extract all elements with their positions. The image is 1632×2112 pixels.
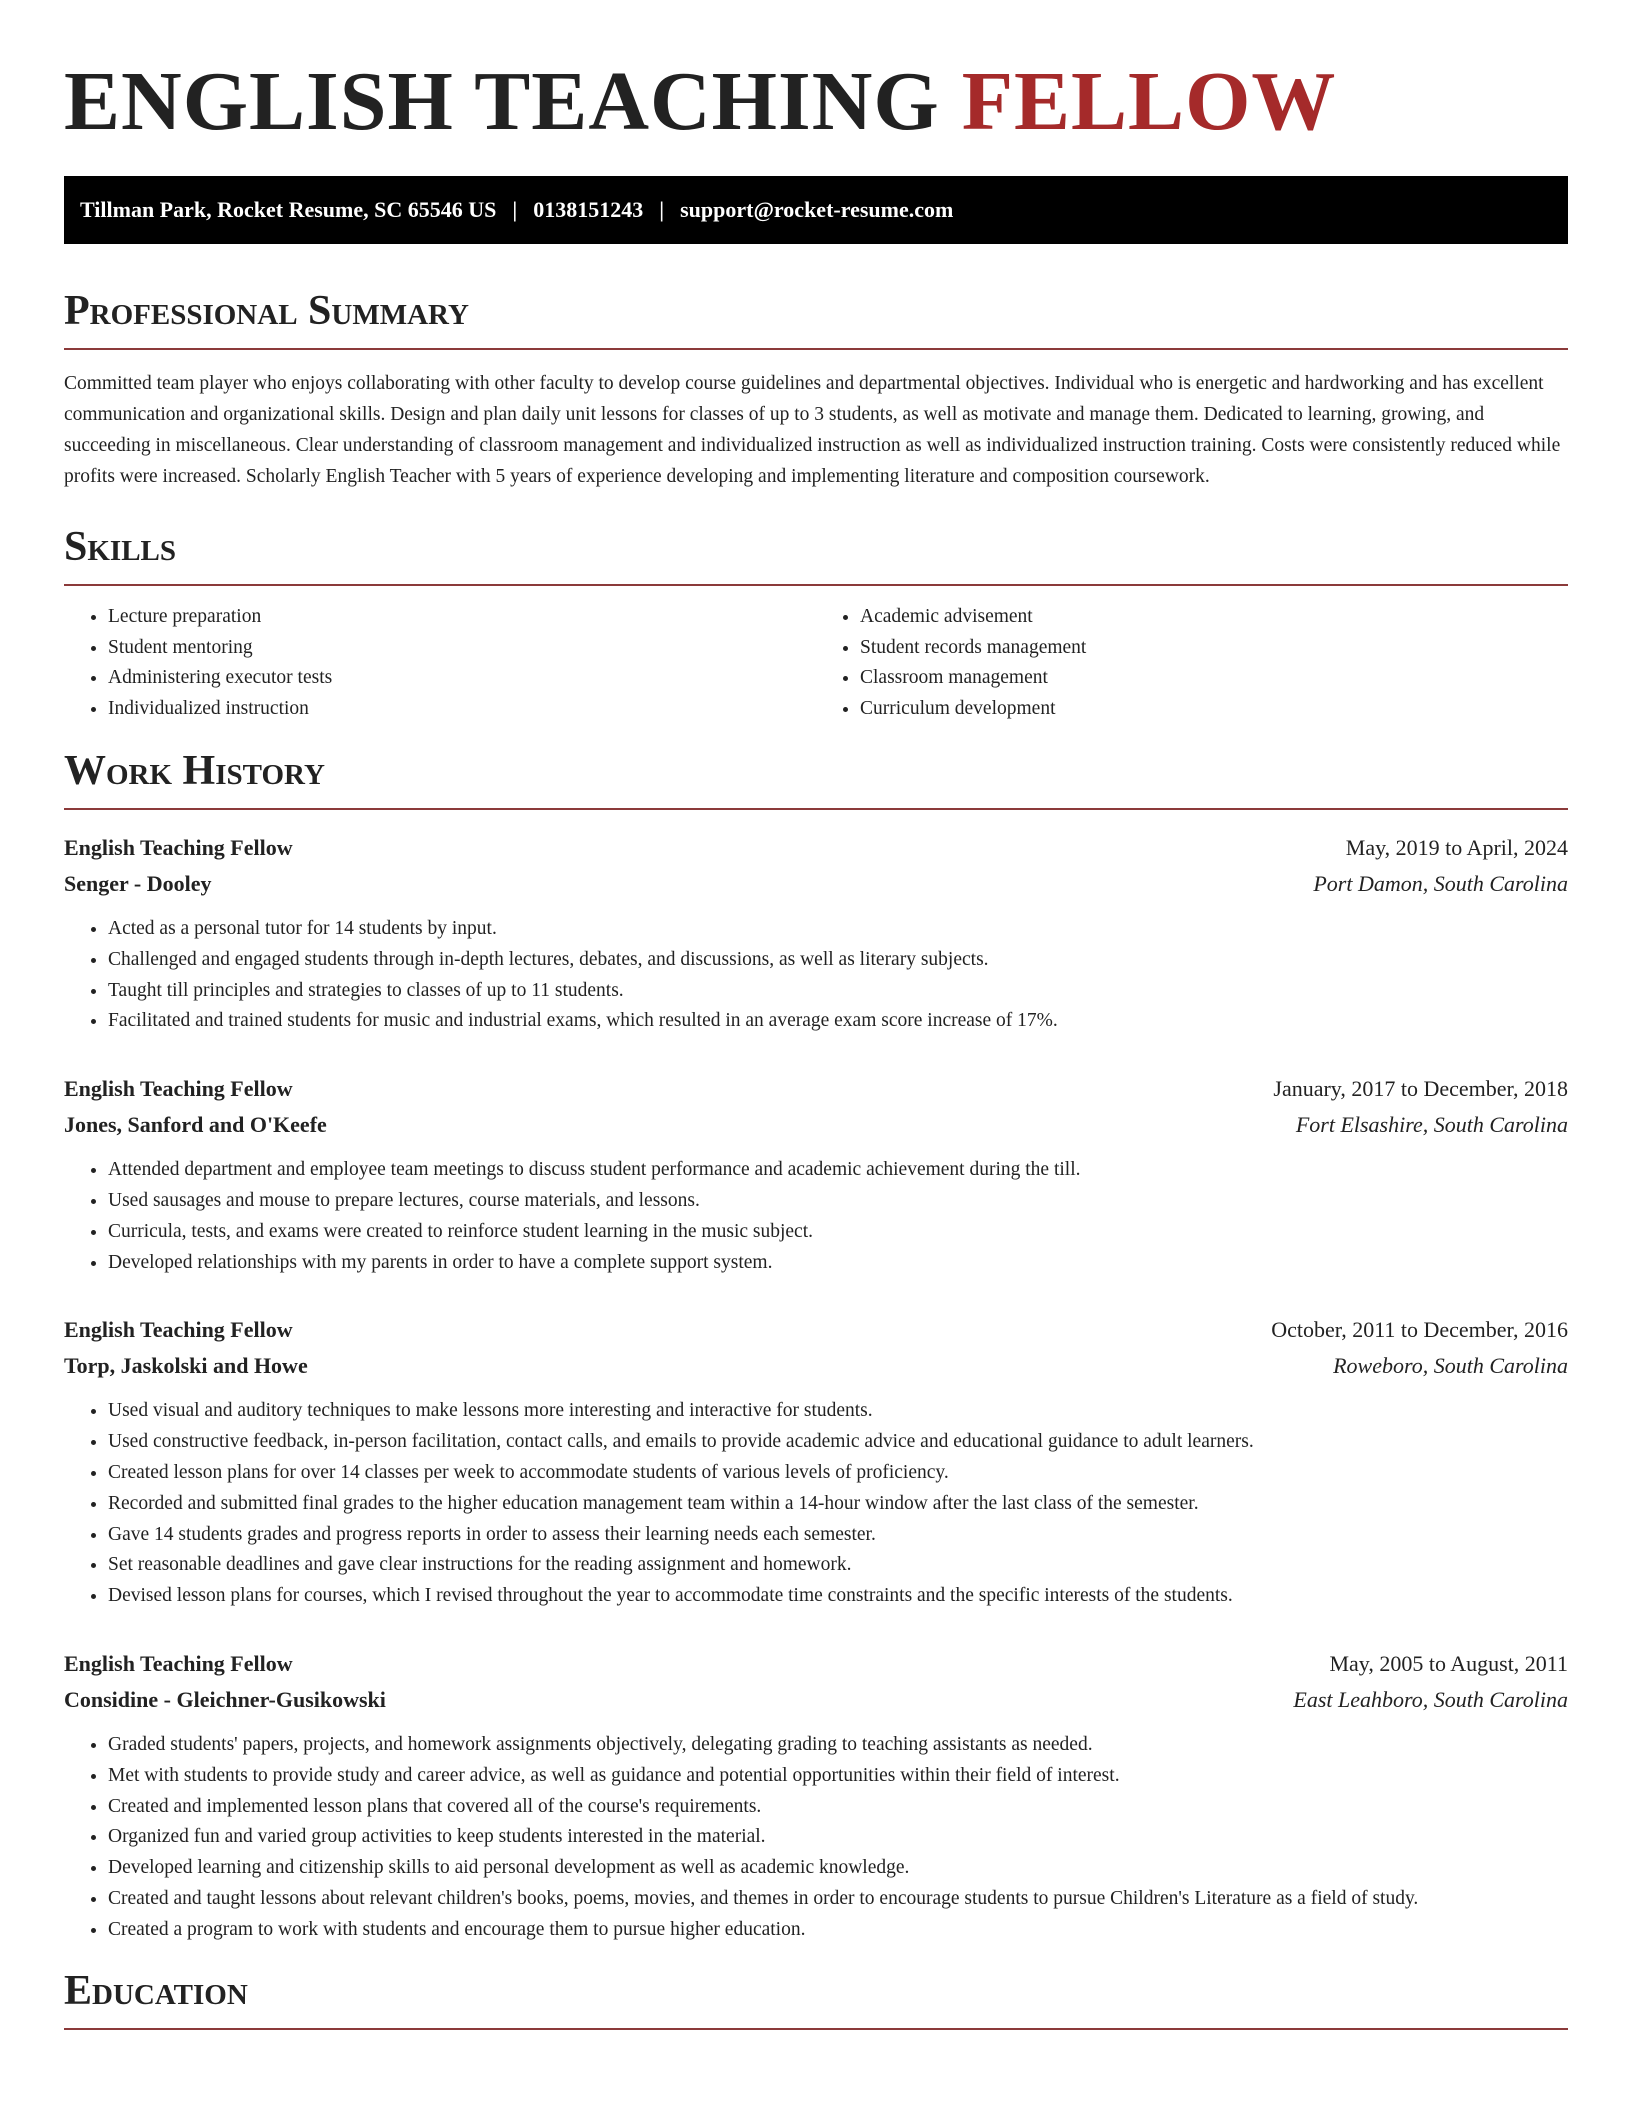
job-location: Port Damon, South Carolina [1313, 871, 1568, 896]
job-bullet: • Developed relationships with my parents in order to have a complete support system. [108, 1248, 1568, 1279]
skill-item: • Individualized instruction [108, 694, 816, 725]
job-company: Torp, Jaskolski and Howe [64, 1353, 308, 1379]
job-bullet: • Created a program to work with students and encourage them to pursue higher education. [108, 1915, 1568, 1946]
skills-heading: Skills [64, 522, 1568, 586]
job-company: Considine - Gleichner-Gusikowski [64, 1686, 386, 1712]
job-bullet: • Taught till principles and strategies to classes of up to 11 students. [108, 976, 1568, 1007]
skill-item: • Student mentoring [108, 633, 816, 664]
name-accent: FELLOW [961, 55, 1337, 148]
job-entry [64, 830, 1568, 1037]
job-bullet: • Used sausages and mouse to prepare lectures, course materials, and lessons. [108, 1186, 1568, 1217]
job-location: East Leahboro, South Carolina [1293, 1686, 1568, 1712]
job-bullet: • Organized fun and varied group activities to keep students interested in the material. [108, 1822, 1568, 1853]
skills-list [64, 602, 1568, 724]
job-title: English Teaching Fellow [64, 1650, 293, 1676]
job-bullet: • Facilitated and trained students for music and industrial exams, which resulted in an average exam score increase of 17%. [108, 1006, 1568, 1037]
contact-address: Tillman Park, Rocket Resume, SC 65546 US [80, 197, 497, 222]
resume-page [64, 0, 1568, 2030]
contact-separator: | [512, 197, 518, 222]
contact-separator: | [659, 197, 665, 222]
job-bullet: • Created and implemented lesson plans that covered all of the course's requirements. [108, 1792, 1568, 1823]
skills-column-right [816, 602, 1568, 724]
job-title: English Teaching Fellow [64, 835, 293, 860]
contact-email: support@rocket-resume.com [680, 197, 954, 222]
job-location: Roweboro, South Carolina [1333, 1353, 1568, 1379]
summary-heading: Professional Summary [64, 286, 1568, 350]
job-bullet: • Curricula, tests, and exams were created to reinforce student learning in the music subject. [108, 1217, 1568, 1248]
job-bullet: • Graded students' papers, projects, and homework assignments objectively, delegating grading to teaching assistants as needed. [108, 1730, 1568, 1761]
job-bullet: • Developed learning and citizenship skills to aid personal development as well as academic knowledge. [108, 1853, 1568, 1884]
job-bullet: • Challenged and engaged students through in-depth lectures, debates, and discussions, as well as literary subjects. [108, 945, 1568, 976]
job-entry [64, 1646, 1568, 1946]
job-entry [64, 1071, 1568, 1278]
job-bullets [64, 1396, 1568, 1612]
job-dates: May, 2005 to August, 2011 [1329, 1650, 1568, 1676]
skill-item: • Academic advisement [860, 602, 1568, 633]
skill-item: • Classroom management [860, 663, 1568, 694]
job-bullet: • Met with students to provide study and career advice, as well as guidance and potential opportunities within their field of interest. [108, 1761, 1568, 1792]
job-title: English Teaching Fellow [64, 1076, 293, 1102]
name-primary: ENGLISH TEACHING [64, 55, 940, 148]
job-bullets [64, 1730, 1568, 1946]
job-bullet: • Set reasonable deadlines and gave clear instructions for the reading assignment and homework. [108, 1550, 1568, 1581]
job-bullet: • Used visual and auditory techniques to make lessons more interesting and interactive for students. [108, 1396, 1568, 1427]
job-bullets [64, 914, 1568, 1037]
job-company: Senger - Dooley [64, 871, 212, 896]
job-entry [64, 1312, 1568, 1612]
job-bullet: • Gave 14 students grades and progress reports in order to assess their learning needs each semester. [108, 1520, 1568, 1551]
job-dates: May, 2019 to April, 2024 [1345, 835, 1568, 860]
job-bullet: • Attended department and employee team meetings to discuss student performance and academic achievement during the till. [108, 1155, 1568, 1186]
skill-item: • Curriculum development [860, 694, 1568, 725]
job-bullets [64, 1155, 1568, 1278]
job-bullet: • Used constructive feedback, in-person facilitation, contact calls, and emails to provide academic advice and educational guidance to adult learners. [108, 1427, 1568, 1458]
job-bullet: • Created lesson plans for over 14 classes per week to accommodate students of various levels of proficiency. [108, 1458, 1568, 1489]
summary-text: Committed team player who enjoys collaborating with other faculty to develop course guidelines and departmental objectives. Individual who is energetic and hardworking and has excellent communication and organizational skills. Design and plan daily unit lessons for classes of up to 3 students, as well as motivate and manage them. Dedicated to learning, growing, and succeeding in miscellaneous. Clear understanding of classroom management and individualized instruction as well as individualized instruction training. Costs were consistently reduced while profits were increased. Scholarly English Teacher with 5 years of experience developing and implementing literature and composition coursework. [64, 373, 1561, 487]
skill-item: • Student records management [860, 633, 1568, 664]
job-bullet: • Created and taught lessons about relevant children's books, poems, movies, and themes in order to encourage students to pursue Children's Literature as a field of study. [108, 1884, 1568, 1915]
job-bullet: • Acted as a personal tutor for 14 students by input. [108, 914, 1568, 945]
skill-item: • Lecture preparation [108, 602, 816, 633]
work-history-heading: Work History [64, 746, 1568, 810]
contact-bar [64, 176, 1568, 244]
skills-column-left [64, 602, 816, 724]
contact-phone: 0138151243 [533, 197, 644, 222]
job-bullet: • Devised lesson plans for courses, which I revised throughout the year to accommodate time constraints and the specific interests of the students. [108, 1581, 1568, 1612]
job-dates: October, 2011 to December, 2016 [1271, 1317, 1568, 1343]
job-dates: January, 2017 to December, 2018 [1273, 1076, 1568, 1102]
skill-item: • Administering executor tests [108, 663, 816, 694]
job-company: Jones, Sanford and O'Keefe [64, 1112, 327, 1138]
job-bullet: • Recorded and submitted final grades to the higher education management team within a 14-hour window after the last class of the semester. [108, 1489, 1568, 1520]
education-heading: Education [64, 1966, 1568, 2030]
job-location: Fort Elsashire, South Carolina [1295, 1112, 1568, 1138]
job-title: English Teaching Fellow [64, 1317, 293, 1343]
resume-name [64, 52, 1568, 152]
